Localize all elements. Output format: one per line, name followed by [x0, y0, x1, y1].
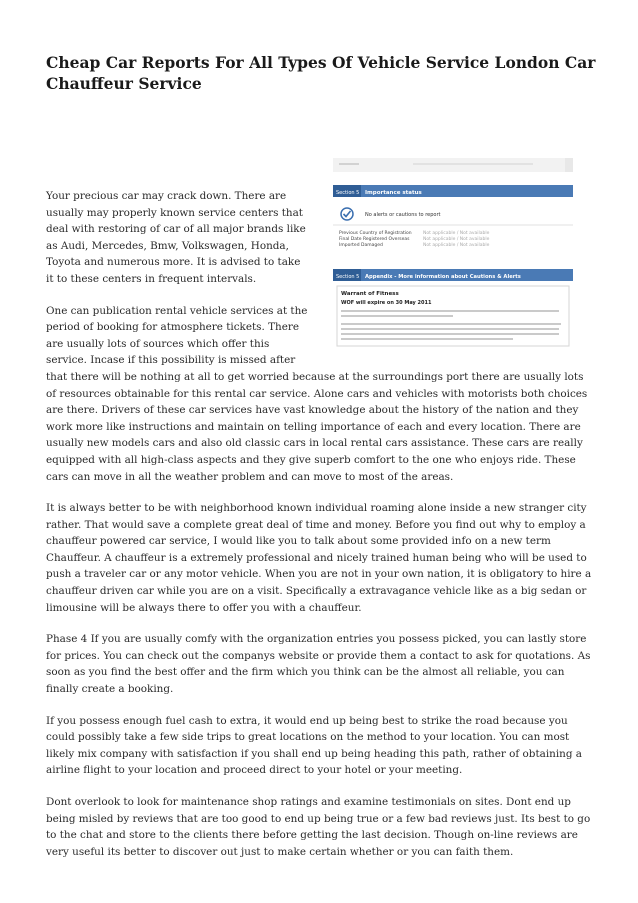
wof-subheading: WOF will expire on 30 May 2011: [341, 300, 432, 306]
article-body: [46, 188, 592, 875]
row-value: Not applicable / Not available: [423, 231, 490, 236]
page-title: Cheap Car Reports For All Types Of Vehicle Service London Car Chauffeur Service: [46, 53, 596, 93]
row-value: Not applicable / Not available: [423, 237, 490, 242]
warrant-heading: Warrant of Fitness: [341, 291, 399, 297]
section-label: Section 5: [336, 190, 360, 196]
paragraph: If you possess enough fuel cash to extra, it would end up being best to strike the road because you could possibly take a few side trips to great locations on the method to your location. You can most likely mix company with satisfaction if you shall end up being heading this path, rather of obtaining a airline flight to your location and proceed direct to your hotel or your meeting.: [46, 714, 583, 777]
status-text: No alerts or cautions to report: [365, 212, 441, 218]
paragraph: Phase 4 If you are usually comfy with the organization entries you possess picked, you can lastly store for prices. You can check out the companys website or provide them a contact to ask for quotations. As soon as you find the best offer and the firm which you think can be the almost all reliable, you can finally create a booking.: [46, 633, 591, 696]
section-title: Importance status: [365, 190, 422, 196]
paragraph: Dont overlook to look for maintenance shop ratings and examine testimonials on sites. Dont end up being misled by reviews that are too good to end up being true or a few bad reviews just. Its best to go to the chat and store to the clients there before getting the last decision. Though on-line reviews are very useful its better to discover out just to make certain whether or you can faith them.: [46, 796, 591, 858]
appendix-section-label: Section 5: [336, 274, 360, 280]
appendix-title: Appendix - More information about Cautions & Alerts: [365, 274, 521, 280]
row-label: Final Date Registered Overseas: [339, 237, 410, 242]
image-float-spacer: [310, 188, 592, 353]
row-value: Not applicable / Not available: [423, 243, 490, 248]
paragraph: Your precious car may crack down. There are usually may properly known service centers that deal with restoring of car of all major brands like as Audi, Mercedes, Bmw, Volkswagen, Honda, Toyota and numerous more. It is advised to take it to these centers in frequent intervals.: [46, 190, 306, 285]
paragraph: One can publication rental vehicle services at the period of booking for atmosphere tickets. There are usually lots of sources which offer this service. Incase if this possibility is missed after that there will be nothing at all to get worried because at the surroundings port there are usually lots of resources obtainable for this rental car service. Alone cars and vehicles with motorists both choices are there. Drivers of these car services have vast knowledge about the history of the nation and they work more like instructions and maintain on telling importance of each and every location. There are usually new models cars and also old classic cars in local rental cars assistance. These cars are really equipped with all high-class aspects and they give superb comfort to the one who enjoys ride. These cars can move in all the weather problem and can move to most of the areas.: [46, 304, 588, 483]
paragraph: It is always better to be with neighborhood known individual roaming alone inside a new stranger city rather. That would save a complete great deal of time and money. Before you find out why to employ a chauffeur powered car service, I would like you to talk about some provided info on a new term Chauffeur. A chauffeur is a extremely professional and nicely trained human being who will be used to push a traveler car or any motor vehicle. When you are not in your own nation, it is obligatory to hire a chauffeur driven car while you are on a visit. Specifically a extravagance vehicle like as a big sedan or limousine will be always there to offer you with a chauffeur.: [46, 502, 592, 614]
row-label: Imported Damaged: [339, 243, 383, 248]
row-label: Previous Country of Registration: [339, 231, 412, 236]
